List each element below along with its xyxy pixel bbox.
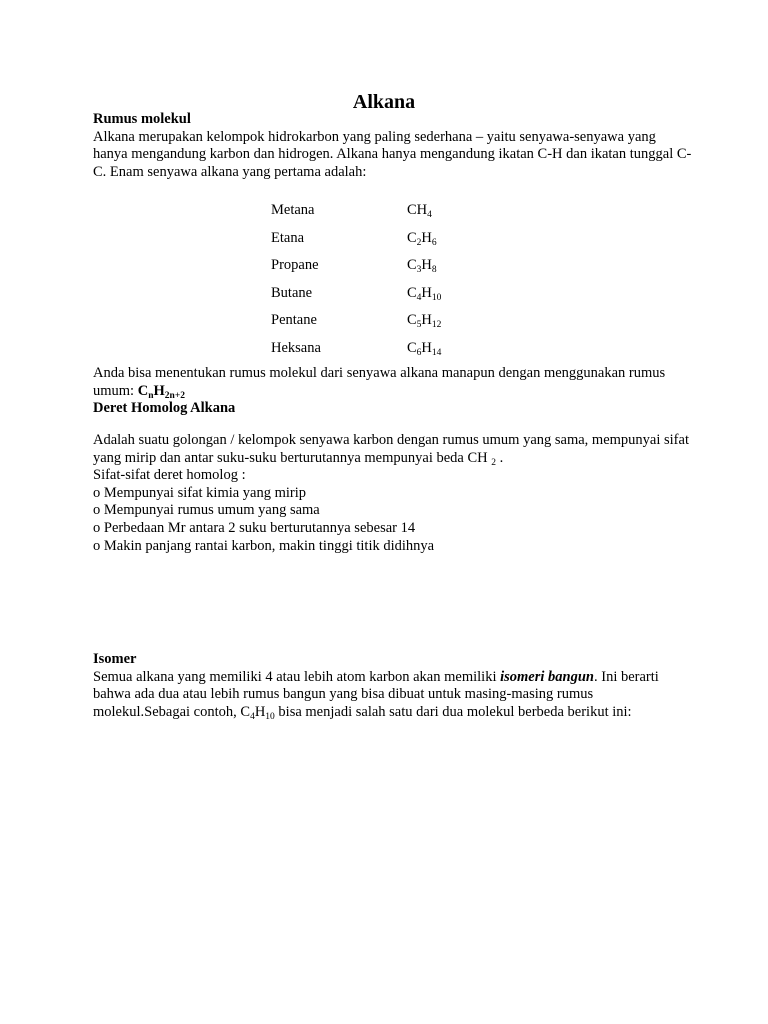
page-title: Alkana <box>352 91 416 113</box>
isomer-heading: Isomer <box>93 651 137 667</box>
alkane-formula: $C_3H_8$ <box>407 257 437 276</box>
alkane-formula: $C_2H_6$ <box>407 229 437 248</box>
rumus-intro: Alkana merupakan kelompok hidrokarbon yang paling sederhana – yaitu senyawa-senyawa yang hanya mengandung karbon dan hidrogen. Alkana hanya mengandung ikatan C-H dan ikatan tunggal C-C. Enam senyawa alkana yang pertama adalah: <box>93 128 692 180</box>
alkane-name: Pentane <box>271 312 317 329</box>
list-item: o Mempunyai sifat kimia yang mirip <box>93 484 307 501</box>
alkane-name: Metana <box>271 202 315 218</box>
alkane-name: Heksana <box>271 339 321 356</box>
general-formula: $C_nH_{2n+2}$ <box>137 382 185 401</box>
deret-section <box>93 432 693 555</box>
alkane-formula: $C_5H_{12}$ <box>407 312 442 331</box>
list-item: o Makin panjang rantai karbon, makin tinggi titik didihnya <box>93 537 435 554</box>
general-formula-text: Anda bisa menentukan rumus molekul dari senyawa alkana manapun dengan menggunakan rumus umum: $C_nH_{2n+2}$ <box>93 365 666 401</box>
deret-definition: Adalah suatu golongan / kelompok senyawa karbon dengan rumus umum yang sama, mempunyai sifat yang mirip dan antar suku-suku berturutannya mempunyai beda CH $_2$ . <box>93 432 689 468</box>
isomer-emphasis: isomeri bangun <box>500 668 594 685</box>
props-list <box>93 485 693 555</box>
alkane-name: Etana <box>271 229 305 246</box>
isomer-example-formula: $C_4H_{10}$ <box>240 703 275 722</box>
alkane-name: Butane <box>271 284 313 301</box>
list-item: o Mempunyai rumus umum yang sama <box>93 502 320 519</box>
rumus-section <box>93 111 693 181</box>
list-item: o Perbedaan Mr antara 2 suku berturutannya sebesar 14 <box>93 519 416 536</box>
alkane-formula: $C_6H_{14}$ <box>407 339 442 358</box>
alkane-formula: $C_4H_{10}$ <box>407 284 442 303</box>
isomer-text: Semua alkana yang memiliki 4 atau lebih atom karbon akan memiliki isomeri bangun. Ini berarti bahwa ada dua atau lebih rumus bangun yang bisa dibuat untuk masing-masing rumus molekul.Sebagai contoh, $C_4H_{10}$ bisa menjadi salah satu dari dua molekul berbeda berikut ini: <box>93 668 659 722</box>
general-formula-section <box>93 365 693 418</box>
alkane-formula: $CH_4$ <box>407 202 432 220</box>
props-heading: Sifat-sifat deret homolog : <box>93 467 246 484</box>
isomer-section <box>93 651 693 721</box>
alkane-name: Propane <box>271 257 319 274</box>
rumus-heading: Rumus molekul <box>93 111 191 127</box>
deret-heading: Deret Homolog Alkana <box>93 400 236 417</box>
